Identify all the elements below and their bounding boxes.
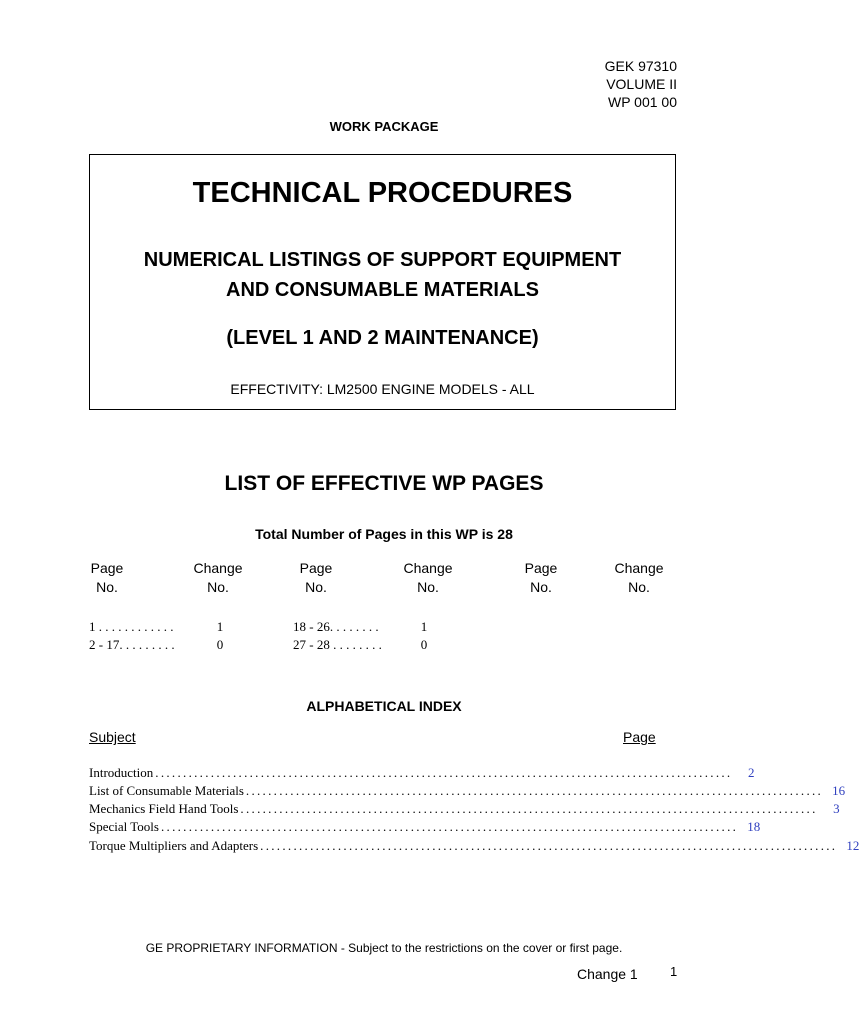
col-header-page-line2: No. [96, 579, 118, 595]
effectivity: EFFECTIVITY: LM2500 ENGINE MODELS - ALL [230, 381, 535, 397]
subtitle-line-2: AND CONSUMABLE MATERIALS [226, 279, 539, 301]
total-pages: Total Number of Pages in this WP is 28 [255, 526, 513, 542]
col-header-page-line2: No. [305, 579, 327, 595]
index-entry-page-link[interactable]: 12 [846, 838, 859, 853]
subtitle-line-1: NUMERICAL LISTINGS OF SUPPORT EQUIPMENT [143, 249, 622, 271]
index-entry-page-link[interactable]: 3 [833, 801, 840, 816]
col-header-page-line1: Page [90, 560, 124, 576]
index-entry-subject: Torque Multipliers and Adapters [89, 838, 259, 853]
col-header-change-line2: No. [628, 579, 650, 595]
index-subject-header: Subject [89, 729, 136, 745]
index-entry-subject: Mechanics Field Hand Tools [89, 801, 239, 816]
dot-leader: ........................................................................................................ [260, 838, 838, 853]
col-header-page [72, 559, 142, 597]
doc-number: GEK 97310 [604, 58, 677, 74]
index-entry-subject: Special Tools [89, 819, 159, 834]
col-header-change-line2: No. [207, 579, 229, 595]
col-header-page [281, 559, 351, 597]
index-title: ALPHABETICAL INDEX [306, 698, 462, 714]
index-page-header: Page [623, 729, 656, 745]
index-entry[interactable] [89, 765, 755, 783]
index-entry-subject: Introduction [89, 765, 154, 780]
index-entry-page-link[interactable]: 16 [832, 783, 846, 798]
lep-change-entry: 1 [420, 619, 428, 634]
title-box [89, 154, 676, 410]
col-header-change-line2: No. [417, 579, 439, 595]
dot-leader: ........................................................................................................ [160, 819, 739, 834]
lep-page-entry: 18 - 26. . . . . . . . [293, 619, 379, 634]
lep-change-entry: 0 [216, 637, 224, 652]
document-id [605, 57, 677, 111]
maintenance-level: (LEVEL 1 AND 2 MAINTENANCE) [226, 327, 539, 349]
proprietary-notice: GE PROPRIETARY INFORMATION - Subject to the restrictions on the cover or first page. [145, 941, 623, 955]
index-entry[interactable] [89, 801, 840, 819]
col-header-change-line1: Change [193, 560, 243, 576]
col-header-change [183, 559, 253, 597]
col-header-change [604, 559, 674, 597]
change-number: Change 1 [577, 966, 638, 982]
page-title: TECHNICAL PROCEDURES [192, 177, 573, 209]
dot-leader: ........................................................................................................ [245, 783, 824, 798]
index-entry-page-link[interactable]: 2 [747, 765, 755, 780]
page-number: 1 [670, 964, 678, 979]
dot-leader: ........................................................................................................ [240, 801, 818, 816]
index-entry[interactable] [89, 819, 761, 837]
col-header-page [506, 559, 576, 597]
dot-leader: ........................................................................................................ [155, 765, 733, 780]
index-entry-subject: List of Consumable Materials [89, 783, 244, 798]
index-entry-page-link[interactable]: 18 [747, 819, 761, 834]
col-header-change-line1: Change [403, 560, 453, 576]
volume: VOLUME II [606, 76, 677, 92]
lep-page-entry: 27 - 28 . . . . . . . . [293, 637, 382, 652]
page-subtitle [90, 245, 675, 305]
col-header-page-line1: Page [524, 560, 558, 576]
index-entry[interactable] [89, 783, 846, 801]
wp-number: WP 001 00 [607, 94, 677, 110]
col-header-change-line1: Change [614, 560, 664, 576]
lep-change-entry: 1 [216, 619, 224, 634]
lep-page-entry: 1 . . . . . . . . . . . . [89, 619, 174, 634]
work-package-label: WORK PACKAGE [329, 119, 439, 134]
col-header-change [393, 559, 463, 597]
index-entry[interactable] [89, 838, 859, 856]
lep-change-entry: 0 [420, 637, 428, 652]
effective-pages-title: LIST OF EFFECTIVE WP PAGES [224, 472, 544, 495]
lep-page-entry: 2 - 17. . . . . . . . . [89, 637, 175, 652]
col-header-page-line1: Page [299, 560, 333, 576]
col-header-page-line2: No. [530, 579, 552, 595]
